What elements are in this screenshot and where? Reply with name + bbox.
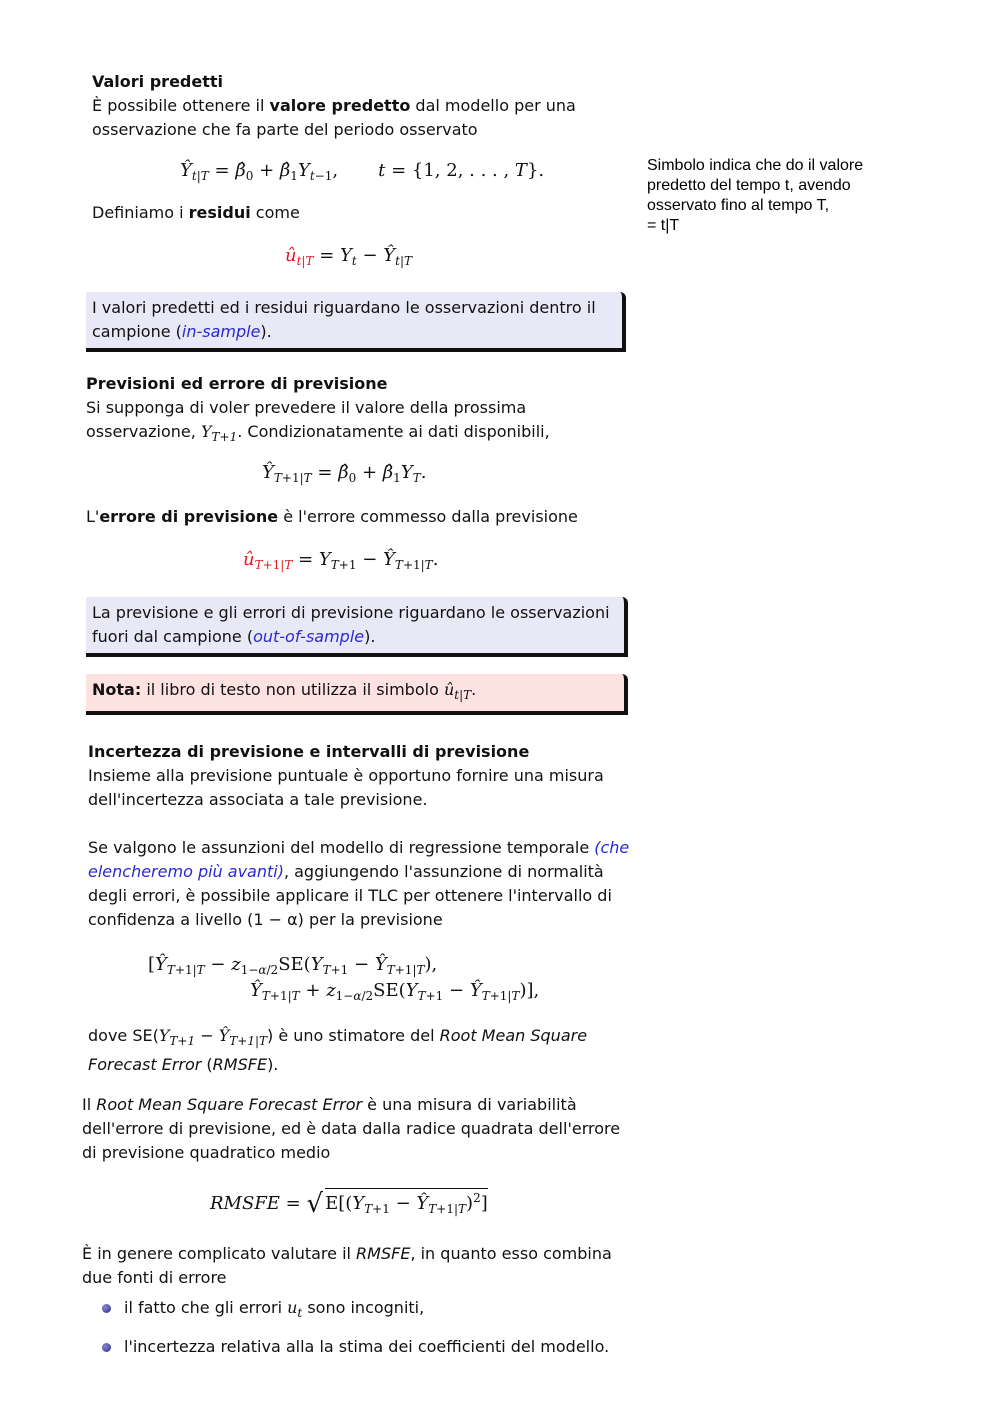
- equation-rmsfe: RMSFE = √ $E[(Y_{T+1}$ − $Ŷ_{T+1|T})^2$]: [210, 1189, 488, 1219]
- section-incertezza: [88, 740, 633, 932]
- paragraph: L'errore di previsione è l'errore commesso dalla previsione: [86, 507, 578, 526]
- bullet-list: [86, 1291, 646, 1364]
- paragraph: Insieme alla previsione puntuale è opportuno fornire una misura dell'incertezza associata a tale previsione.: [88, 766, 604, 809]
- paragraph: Se valgono le assunzioni del modello di regressione temporale (che elencheremo più avanti), aggiungendo l'assunzione di normalità degli errori, è possibile applicare il TLC per ottenere l'intervallo di confidenza a livello (1 − α) per la previsione: [88, 838, 630, 929]
- info-box-in-sample: I valori predetti ed i residui riguardano le osservazioni dentro il campione (in-sample).: [86, 292, 626, 352]
- equation-residuals: $û_{t|T} = Y_t$ − $Ŷ_{t|T}$: [285, 245, 413, 268]
- paragraph: Il Root Mean Square Forecast Error è una misura di variabilità dell'errore di previsione, ed è data dalla radice quadrata dell'errore di previsione quadratico medio: [82, 1095, 621, 1162]
- paragraph: Si supponga di voler prevedere il valore della prossima osservazione, $Y_{T+1}$. Condizionatamente ai dati disponibili,: [86, 398, 550, 445]
- section-previsioni: [86, 372, 556, 449]
- section-title: Previsioni ed errore di previsione: [86, 374, 388, 393]
- equation-fitted-values: $Ŷ_{t|T}$ = $\betâ_0$ + $\betâ_1Y_{t-1}$, t = {1, 2, . . . , T}.: [180, 160, 545, 183]
- equation-prediction-interval: [$Ŷ_{T+1|T} - z_{1-\alpha/2}SE(Y_{T+1}$ − $Ŷ_{T+1|T}$), $Ŷ_{T+1|T} + z_{1-\alpha/2}SE(Y_{T+1}$ − $Ŷ_{T+1|T}$)],: [148, 954, 540, 1003]
- section-title: Incertezza di previsione e intervalli di previsione: [88, 742, 530, 761]
- list-item: l'incertezza relativa alla la stima dei coefficienti del modello.: [86, 1330, 646, 1364]
- paragraph: dove $SE(Y_{T+1}$ − $Ŷ_{T+1|T}$) è uno stimatore del Root Mean Square Forecast Error (RMSFE).: [88, 1026, 588, 1075]
- paragraph: È in genere complicato valutare il RMSFE, in quanto esso combina due fonti di errore: [82, 1244, 612, 1287]
- equation-forecast: $Ŷ_{T+1|T}$ = $\betâ_0$ + $\betâ_1Y_T$.: [262, 462, 427, 485]
- info-box-out-of-sample: La previsione e gli errori di previsione riguardano le osservazioni fuori dal campione (out-of-sample).: [86, 597, 628, 657]
- section-valori-predetti: [92, 70, 632, 142]
- list-item: il fatto che gli errori $u_t$ sono incogniti,: [86, 1291, 646, 1330]
- note-box: Nota: il libro di testo non utilizza il simbolo $û_{t|T}$.: [86, 674, 628, 715]
- paragraph: È possibile ottenere il valore predetto dal modello per una osservazione che fa parte del periodo osservato: [92, 96, 576, 139]
- side-annotation: Simbolo indica che do il valore predetto del tempo t, avendo osservato fino al tempo T, = t|T: [647, 157, 864, 234]
- equation-forecast-error: $û_{T+1|T} = Y_{T+1}$ − $Ŷ_{T+1|T}$.: [243, 549, 439, 572]
- paragraph: Definiamo i residui come: [92, 203, 300, 222]
- section-title: Valori predetti: [92, 72, 224, 91]
